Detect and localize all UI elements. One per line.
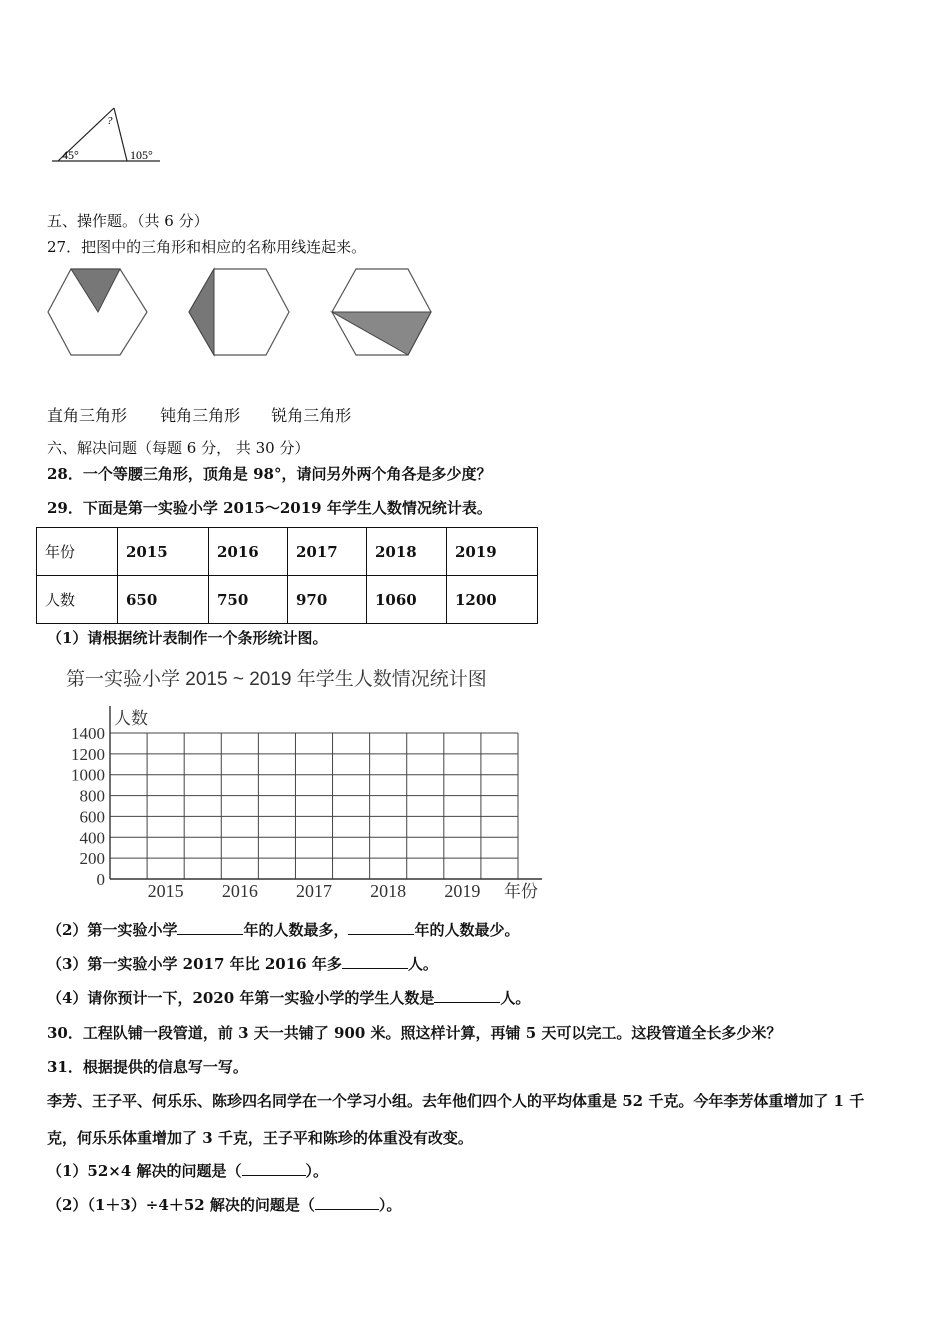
name-obtuse-triangle: 钝角三角形	[160, 406, 241, 425]
x-tick-label: 2016	[221, 881, 258, 901]
question-29-4	[47, 987, 530, 1008]
hexagon-figures	[44, 266, 444, 360]
q29-4-part-a: （4）请你预计一下，2020 年第一实验小学的学生人数是	[47, 989, 435, 1007]
q29-3-part-a: （3）第一实验小学 2017 年比 2016 年多	[47, 955, 342, 973]
triangle-names	[47, 403, 351, 426]
question-28: 28．一个等腰三角形，顶角是 98°，请问另外两个角各是多少度？	[47, 465, 492, 483]
answer-blank[interactable]	[348, 920, 414, 935]
table-row	[37, 528, 538, 576]
q29-3-part-b: 人。	[407, 955, 438, 973]
angle-unknown-label: ?	[107, 115, 113, 127]
table-cell: 750	[209, 576, 288, 624]
table-cell: 970	[288, 576, 367, 624]
hexagon-2	[189, 269, 289, 355]
q29-2-part-b: 年的人数最多，	[243, 921, 349, 939]
y-tick-label: 600	[79, 807, 105, 827]
y-tick-label: 1400	[71, 724, 105, 743]
table-cell: 年份	[37, 528, 118, 576]
y-tick-label: 200	[79, 849, 105, 869]
x-tick-label: 2017	[296, 881, 332, 901]
hexagon-1	[48, 269, 147, 355]
table-cell: 1200	[447, 576, 538, 624]
table-cell: 2017	[288, 528, 367, 576]
hexagon-1-shaded-triangle	[71, 269, 120, 312]
q31-1-part-a: （1）52×4 解决的问题是（	[47, 1162, 242, 1180]
triangle-angle-figure	[48, 104, 168, 166]
hexagon-3	[332, 269, 431, 355]
y-tick-label: 800	[79, 786, 105, 806]
question-31-2	[47, 1194, 401, 1215]
question-29-1: （1）请根据统计表制作一个条形统计图。	[47, 629, 328, 647]
table-row	[37, 576, 538, 624]
q29-2-part-a: （2）第一实验小学	[47, 921, 178, 939]
x-tick-label: 2019	[444, 881, 481, 901]
y-tick-label: 0	[96, 870, 105, 889]
chart-title: 第一实验小学 2015 ~ 2019 年学生人数情况统计图	[66, 669, 487, 690]
y-tick-label: 1000	[71, 765, 105, 785]
hexagon-2-shaded-triangle	[189, 269, 214, 355]
x-axis-title: 年份	[504, 882, 538, 901]
table-cell: 650	[118, 576, 209, 624]
answer-blank[interactable]	[177, 920, 243, 935]
name-right-triangle: 直角三角形	[47, 406, 128, 425]
y-tick-label: 400	[79, 828, 105, 848]
question-30: 30．工程队铺一段管道，前 3 天一共铺了 900 米。照这样计算，再铺 5 天可以完工。这段管道全长多少米？	[47, 1024, 782, 1042]
angle-105-label: 105°	[130, 148, 153, 162]
name-acute-triangle: 锐角三角形	[271, 406, 352, 425]
y-axis-title: 人数	[114, 709, 148, 728]
q29-2-part-c: 年的人数最少。	[414, 921, 520, 939]
q29-4-part-b: 人。	[500, 989, 531, 1007]
table-cell: 1060	[367, 576, 447, 624]
question-31-1	[47, 1160, 328, 1181]
q31-2-part-b: ）。	[378, 1196, 402, 1214]
question-31: 31．根据提供的信息写一写。	[47, 1058, 248, 1076]
bar-chart-grid	[58, 700, 558, 904]
section6-heading: 六、解决问题（每题 6 分， 共 30 分）	[47, 439, 310, 457]
answer-blank[interactable]	[342, 954, 408, 969]
table-cell: 2019	[447, 528, 538, 576]
y-tick-label: 1200	[71, 744, 105, 764]
question-31-text-2: 克，何乐乐体重增加了 3 千克，王子平和陈珍的体重没有改变。	[47, 1129, 473, 1147]
stats-table	[36, 527, 538, 624]
triangle-right-side	[114, 108, 127, 161]
angle-45-label: 45°	[62, 148, 79, 162]
x-tick-label: 2018	[370, 881, 407, 901]
answer-blank[interactable]	[315, 1195, 379, 1210]
question-29-2	[47, 919, 519, 940]
table-cell: 2015	[118, 528, 209, 576]
table-cell: 人数	[37, 576, 118, 624]
question-27: 27．把图中的三角形和相应的名称用线连起来。	[47, 238, 367, 256]
question-31-text-1: 李芳、王子平、何乐乐、陈珍四名同学在一个学习小组。去年他们四个人的平均体重是 52 千克。今年李芳体重增加了 1 千	[47, 1092, 865, 1110]
table-cell: 2018	[367, 528, 447, 576]
x-tick-label: 2015	[147, 881, 184, 901]
section5-heading: 五、操作题。（共 6 分）	[47, 212, 209, 230]
hexagon-3-shaded-triangle	[332, 312, 431, 355]
question-29-3	[47, 953, 438, 974]
answer-blank[interactable]	[242, 1161, 306, 1176]
question-29: 29．下面是第一实验小学 2015～2019 年学生人数情况统计表。	[47, 499, 492, 517]
answer-blank[interactable]	[434, 988, 500, 1003]
table-cell: 2016	[209, 528, 288, 576]
q31-1-part-b: ）。	[305, 1162, 329, 1180]
q31-2-part-a: （2）（1＋3）÷4＋52 解决的问题是（	[47, 1196, 315, 1214]
